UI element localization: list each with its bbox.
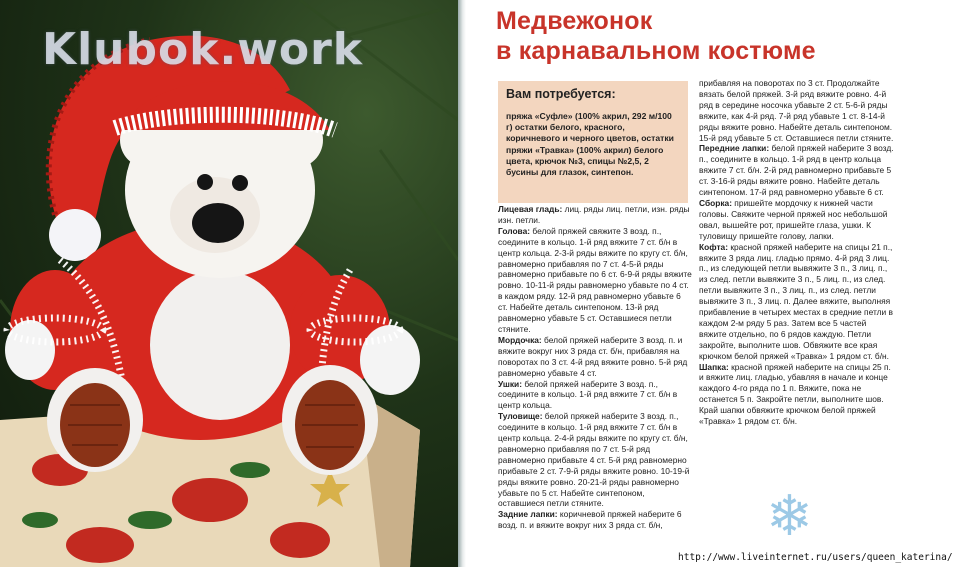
materials-list: пряжа «Суфле» (100% акрил, 292 м/100 г) остатки белого, красного, коричневого и черного цветов, остатки пряжи «Травка» (100% акрил) белого цвета, крючок №3, спицы №2,5, 2 бусины для глазок, синтепон. — [506, 111, 674, 178]
paragraph-head — [498, 226, 692, 335]
paragraph-front-legs — [699, 143, 895, 198]
instructions-column-1 — [498, 204, 692, 531]
instructions-column-2 — [699, 78, 895, 427]
source-url[interactable]: http://www.liveinternet.ru/users/queen_katerina/ — [678, 552, 953, 563]
para-heading: Ушки: — [498, 378, 522, 389]
bear-illustration — [0, 0, 458, 567]
para-text: белой пряжей наберите 3 возд. п., соедините в кольцо. 1-й ряд в центр кольца вяжите 7 ст. б/н. 2-й ряд равномерно прибавьте 5 ст. 3-16-й ряды вяжите ровно. Набейте деталь синтепоном. 17-й ряд равномерно убавьте 6 ст. — [699, 143, 894, 198]
para-heading: Голова: — [498, 225, 531, 236]
paragraph-ears — [498, 379, 692, 412]
para-text: красной пряжей наберите на спицы 21 п., вяжите 3 ряда лиц. гладью прямо. 4-й ряд 3 лиц. п., из следующей петли вывяжите 3 п., 3 лиц. п., из след. петли вывяжите 3 п., 5 лиц. п., из след. петли вывяжите 3 п., 3 лиц. п., из след. петли вывяжите 3 п., 3 лиц. п. Далее вяжите, выполняя прибавление в четырех местах в средние петли в каждом 2-м ряду 5 раз. Затем все 5 частей вяжите отдельно, по 6 рядов каждую. Петли закройте, выполните шов. Обвяжите все края крючком белой пряжей «Травка» 1 рядом ст. б/н. — [699, 241, 893, 361]
para-heading: Задние лапки: — [498, 509, 558, 520]
para-text: прибавляя на поворотах по 3 ст. Продолжайте вязать белой пряжей. 3-й ряд вяжите ровно. 4-й ряд в середине носочка убавьте 2 ст. 5-6-й ряды вяжите, как 4-й ряд. 7-й ряд убавьте 1 ст. 8-14-й ряды вяжите ровно. Набейте деталь синтепоном. 15-й ряд убавьте 5 ст. Оставшиеся петли стяните. — [699, 78, 894, 143]
paragraph-assembly — [699, 198, 895, 242]
para-text: белой пряжей наберите 3 возд. п. и вяжите вокруг них 3 ряда ст. б/н, прибавляя на поворотах по 3 ст. 4-й ряд вяжите ровно. 5-й ряд равномерно убавьте 4 ст. — [498, 334, 688, 378]
paragraph-hind-legs — [498, 509, 692, 531]
paragraph-continued — [699, 78, 895, 143]
para-text: коричневой пряжей наберите 6 возд. п. и вяжите вокруг них 3 ряда ст. б/н, — [498, 509, 682, 531]
page-title — [496, 6, 816, 66]
para-text: белой пряжей свяжите 3 возд. п., соедините в кольцо. 1-й ряд вяжите 7 ст. б/н в центр кольца. 2-3-й ряды вяжите по кругу ст. б/н, равномерно прибавляя по 7 ст. 4-5-й ряды равномерно прибавьте по 6 ст. 6-9-й ряды вяжите ровно. 10-11-й ряды равномерно убавьте по 4 ст. в каждом ряду. 12-й ряд равномерно убавьте 6 ст. Набейте деталь синтепоном. 13-й ряд равномерно убавьте 5 ст. Оставшиеся петли стяните. — [498, 225, 692, 334]
paragraph-hat — [699, 362, 895, 427]
para-heading: Туловище: — [498, 411, 543, 422]
materials-box — [498, 81, 688, 203]
para-text: белой пряжей наберите 3 возд. п., соедините в кольцо. 1-й ряд вяжите 7 ст. б/н в центр кольца. 2-4-й ряды вяжите по кругу ст. б/н, равномерно прибавляя по 7 ст. 5-й ряд равномерно прибавьте 4 ст. 5-й ряд равномерно прибавьте 2 ст. 7-9-й ряды вяжите ровно. 10-19-й ряды вяжите ровно. 20-21-й ряды равномерно убавьте по 5 ст. Набейте синтепоном, оставшиеся петли стяните. — [498, 411, 690, 509]
title-line-1: Медвежонок — [496, 7, 653, 35]
pattern-page — [466, 0, 953, 567]
para-heading: Шапка: — [699, 361, 729, 372]
snowflake-icon: ❄ — [766, 484, 813, 547]
para-heading: Лицевая гладь: — [498, 204, 563, 214]
paragraph-stitch — [498, 204, 692, 226]
para-heading: Передние лапки: — [699, 143, 770, 154]
para-text: пришейте мордочку к нижней части головы. Свяжите черной пряжей нос небольшой овал, вышейте рот, пришейте глаза, ушки. К туловищу пришейте голову, лапки. — [699, 197, 888, 241]
book-spine — [458, 0, 466, 567]
para-heading: Мордочка: — [498, 334, 542, 345]
bear-photo — [0, 0, 458, 567]
paragraph-body — [498, 411, 692, 509]
para-text: красной пряжей наберите на спицы 25 п. и вяжите лиц. гладью, убавляя в начале и конце каждого 4-го ряда по 1 п. Вяжите, пока не останется 5 п. Закройте петли, выполните шов. Край шапки обвяжите крючком белой пряжей «Травка» 1 рядом ст. б/н. — [699, 361, 891, 427]
paragraph-muzzle — [498, 335, 692, 379]
para-text: лиц. ряды лиц. петли, изн. ряды изн. петли. — [498, 204, 690, 225]
materials-heading: Вам потребуется: — [506, 87, 616, 101]
watermark-text: Klubok.work — [42, 24, 364, 75]
para-text: белой пряжей наберите 3 возд. п., соедините в кольцо. 1-й ряд вяжите 7 ст. б/н в центр кольца. — [498, 378, 678, 411]
para-heading: Кофта: — [699, 241, 728, 252]
para-heading: Сборка: — [699, 197, 732, 208]
title-line-2: в карнавальном костюме — [496, 37, 816, 65]
paragraph-jacket — [699, 242, 895, 362]
